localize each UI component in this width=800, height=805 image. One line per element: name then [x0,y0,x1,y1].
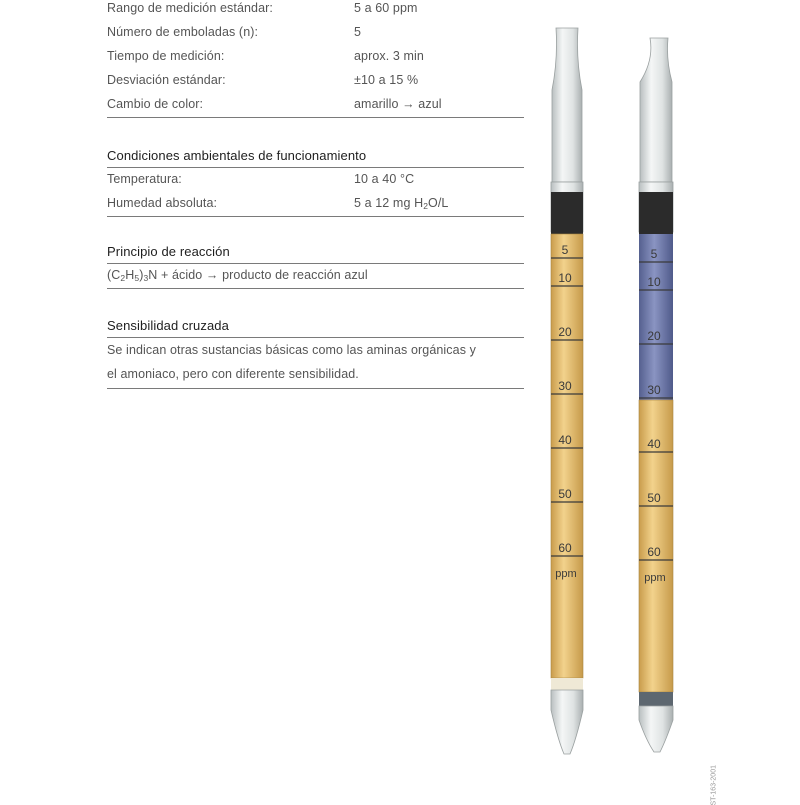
black-band [551,192,583,234]
spec-table [107,0,524,118]
spec-label: Número de emboladas (n): [107,25,259,39]
spec-row [107,0,524,21]
spec-label: Tiempo de medición: [107,49,225,63]
spec-row [107,69,524,93]
ambient-section [107,146,524,217]
ambient-title: Condiciones ambientales de funcionamiento [107,146,524,168]
spec-value: amarillo → azul [354,97,442,111]
cross-line: el amoniaco, pero con diferente sensibilidad. [107,367,359,381]
spec-row [107,192,524,217]
scale-label: 10 [647,275,661,289]
unused-tube [551,28,583,754]
scale-label: 10 [558,271,572,285]
scale-label: 5 [561,243,569,257]
scale-label: 60 [647,545,661,559]
spec-label: Desviación estándar: [107,73,226,87]
reaction-section [107,242,524,289]
scale-label: 20 [558,325,572,339]
scale-label: 30 [647,383,661,397]
spec-value: 10 a 40 °C [354,172,415,186]
spec-row [107,168,524,192]
scale-label: 5 [650,247,658,261]
detector-tubes-illustration [520,20,720,760]
spec-row [107,21,524,45]
reaction-formula: $(C_2H_5)_3N$ + ácido → producto de reacción azul [107,264,524,289]
used-tube [639,38,673,752]
spec-row [107,93,524,118]
cross-title: Sensibilidad cruzada [107,316,524,338]
spec-label: Rango de medición estándar: [107,1,273,15]
scale-unit: ppm [644,572,666,584]
spec-value: 5 a 60 ppm [354,1,418,15]
black-band [639,192,673,234]
spec-value: aprox. 3 min [354,49,424,63]
spec-value: 5 a 12 mg $H_2O/L$ [354,196,449,211]
yellow-reagent [551,234,583,678]
scale-label: 40 [558,433,572,447]
cross-text [107,338,524,389]
spec-label: Temperatura: [107,172,182,186]
scale-label: 30 [558,379,572,393]
scale-label: 50 [647,491,661,505]
spec-label: Humedad absoluta: [107,196,218,210]
reaction-title: Principio de reacción [107,242,524,264]
scale-label: 60 [558,541,572,555]
spec-row [107,45,524,69]
spec-label: Cambio de color: [107,97,204,111]
scale-label: 40 [647,437,661,451]
cross-line: Se indican otras sustancias básicas como las aminas orgánicas y [107,343,476,357]
figure-code: ST-163-2001 [710,765,717,805]
scale-label: 50 [558,487,572,501]
scale-unit: ppm [555,568,577,580]
scale-label: 20 [647,329,661,343]
spec-value: 5 [354,25,362,39]
cross-section [107,316,524,389]
spec-value: ±10 a 15 % [354,73,419,87]
